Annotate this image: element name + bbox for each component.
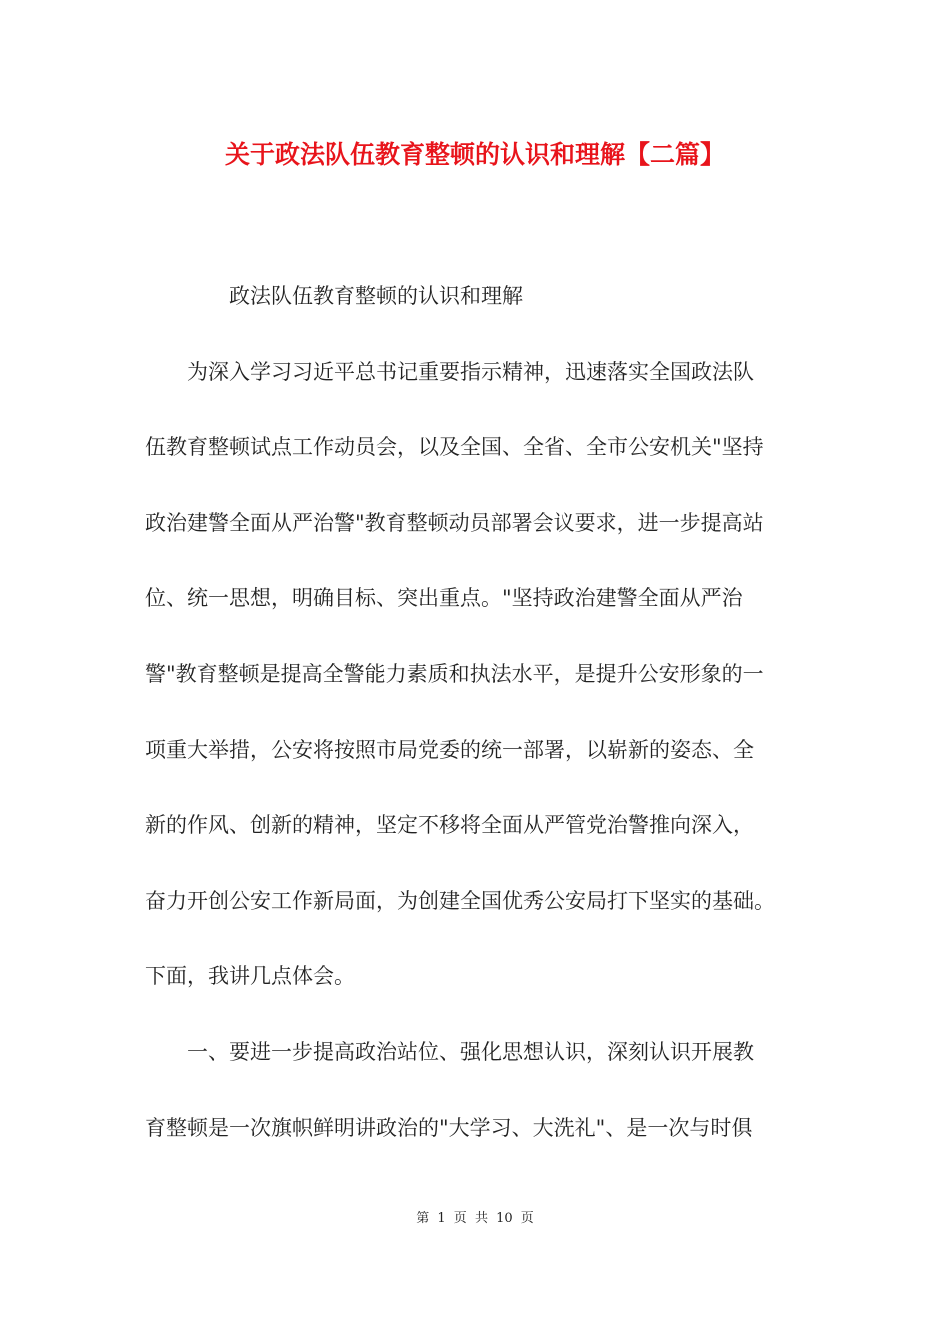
body-line: 警"教育整顿是提高全警能力素质和执法水平，是提升公安形象的一: [145, 661, 764, 686]
footer-label-prefix: 第: [416, 1211, 430, 1226]
subtitle-line: 政法队伍教育整顿的认识和理解: [145, 284, 523, 308]
page-footer: [0, 1207, 950, 1226]
footer-label-page: 页: [453, 1211, 467, 1226]
footer-label-total-prefix: 共: [474, 1211, 488, 1226]
footer-label-total-suffix: 页: [520, 1211, 534, 1226]
body-line: 项重大举措，公安将按照市局党委的统一部署，以崭新的姿态、全: [145, 737, 754, 762]
body-line: 伍教育整顿试点工作动员会，以及全国、全省、全市公安机关"坚持: [145, 435, 764, 460]
body-line: 位、统一思想，明确目标、突出重点。"坚持政治建警全面从严治: [145, 586, 743, 611]
body-line: 奋力开创公安工作新局面，为创建全国优秀公安局打下坚实的基础。: [145, 888, 775, 913]
document-body: [145, 277, 825, 1184]
body-line: 新的作风、创新的精神，坚定不移将全面从严管党治警推向深入，: [145, 813, 754, 838]
body-line: 政治建警全面从严治警"教育整顿动员部署会议要求，进一步提高站: [145, 510, 764, 535]
footer-current-page: 1: [437, 1211, 446, 1226]
body-line: 为深入学习习近平总书记重要指示精神，迅速落实全国政法队: [145, 359, 754, 384]
body-line: 育整顿是一次旗帜鲜明讲政治的"大学习、大洗礼"、是一次与时俱: [145, 1115, 753, 1140]
footer-total-pages: 10: [496, 1211, 513, 1226]
body-line: 一、要进一步提高政治站位、强化思想认识，深刻认识开展教: [145, 1039, 754, 1064]
body-line: 下面，我讲几点体会。: [145, 964, 355, 989]
document-title: 关于政法队伍教育整顿的认识和理解【二篇】: [224, 140, 725, 169]
